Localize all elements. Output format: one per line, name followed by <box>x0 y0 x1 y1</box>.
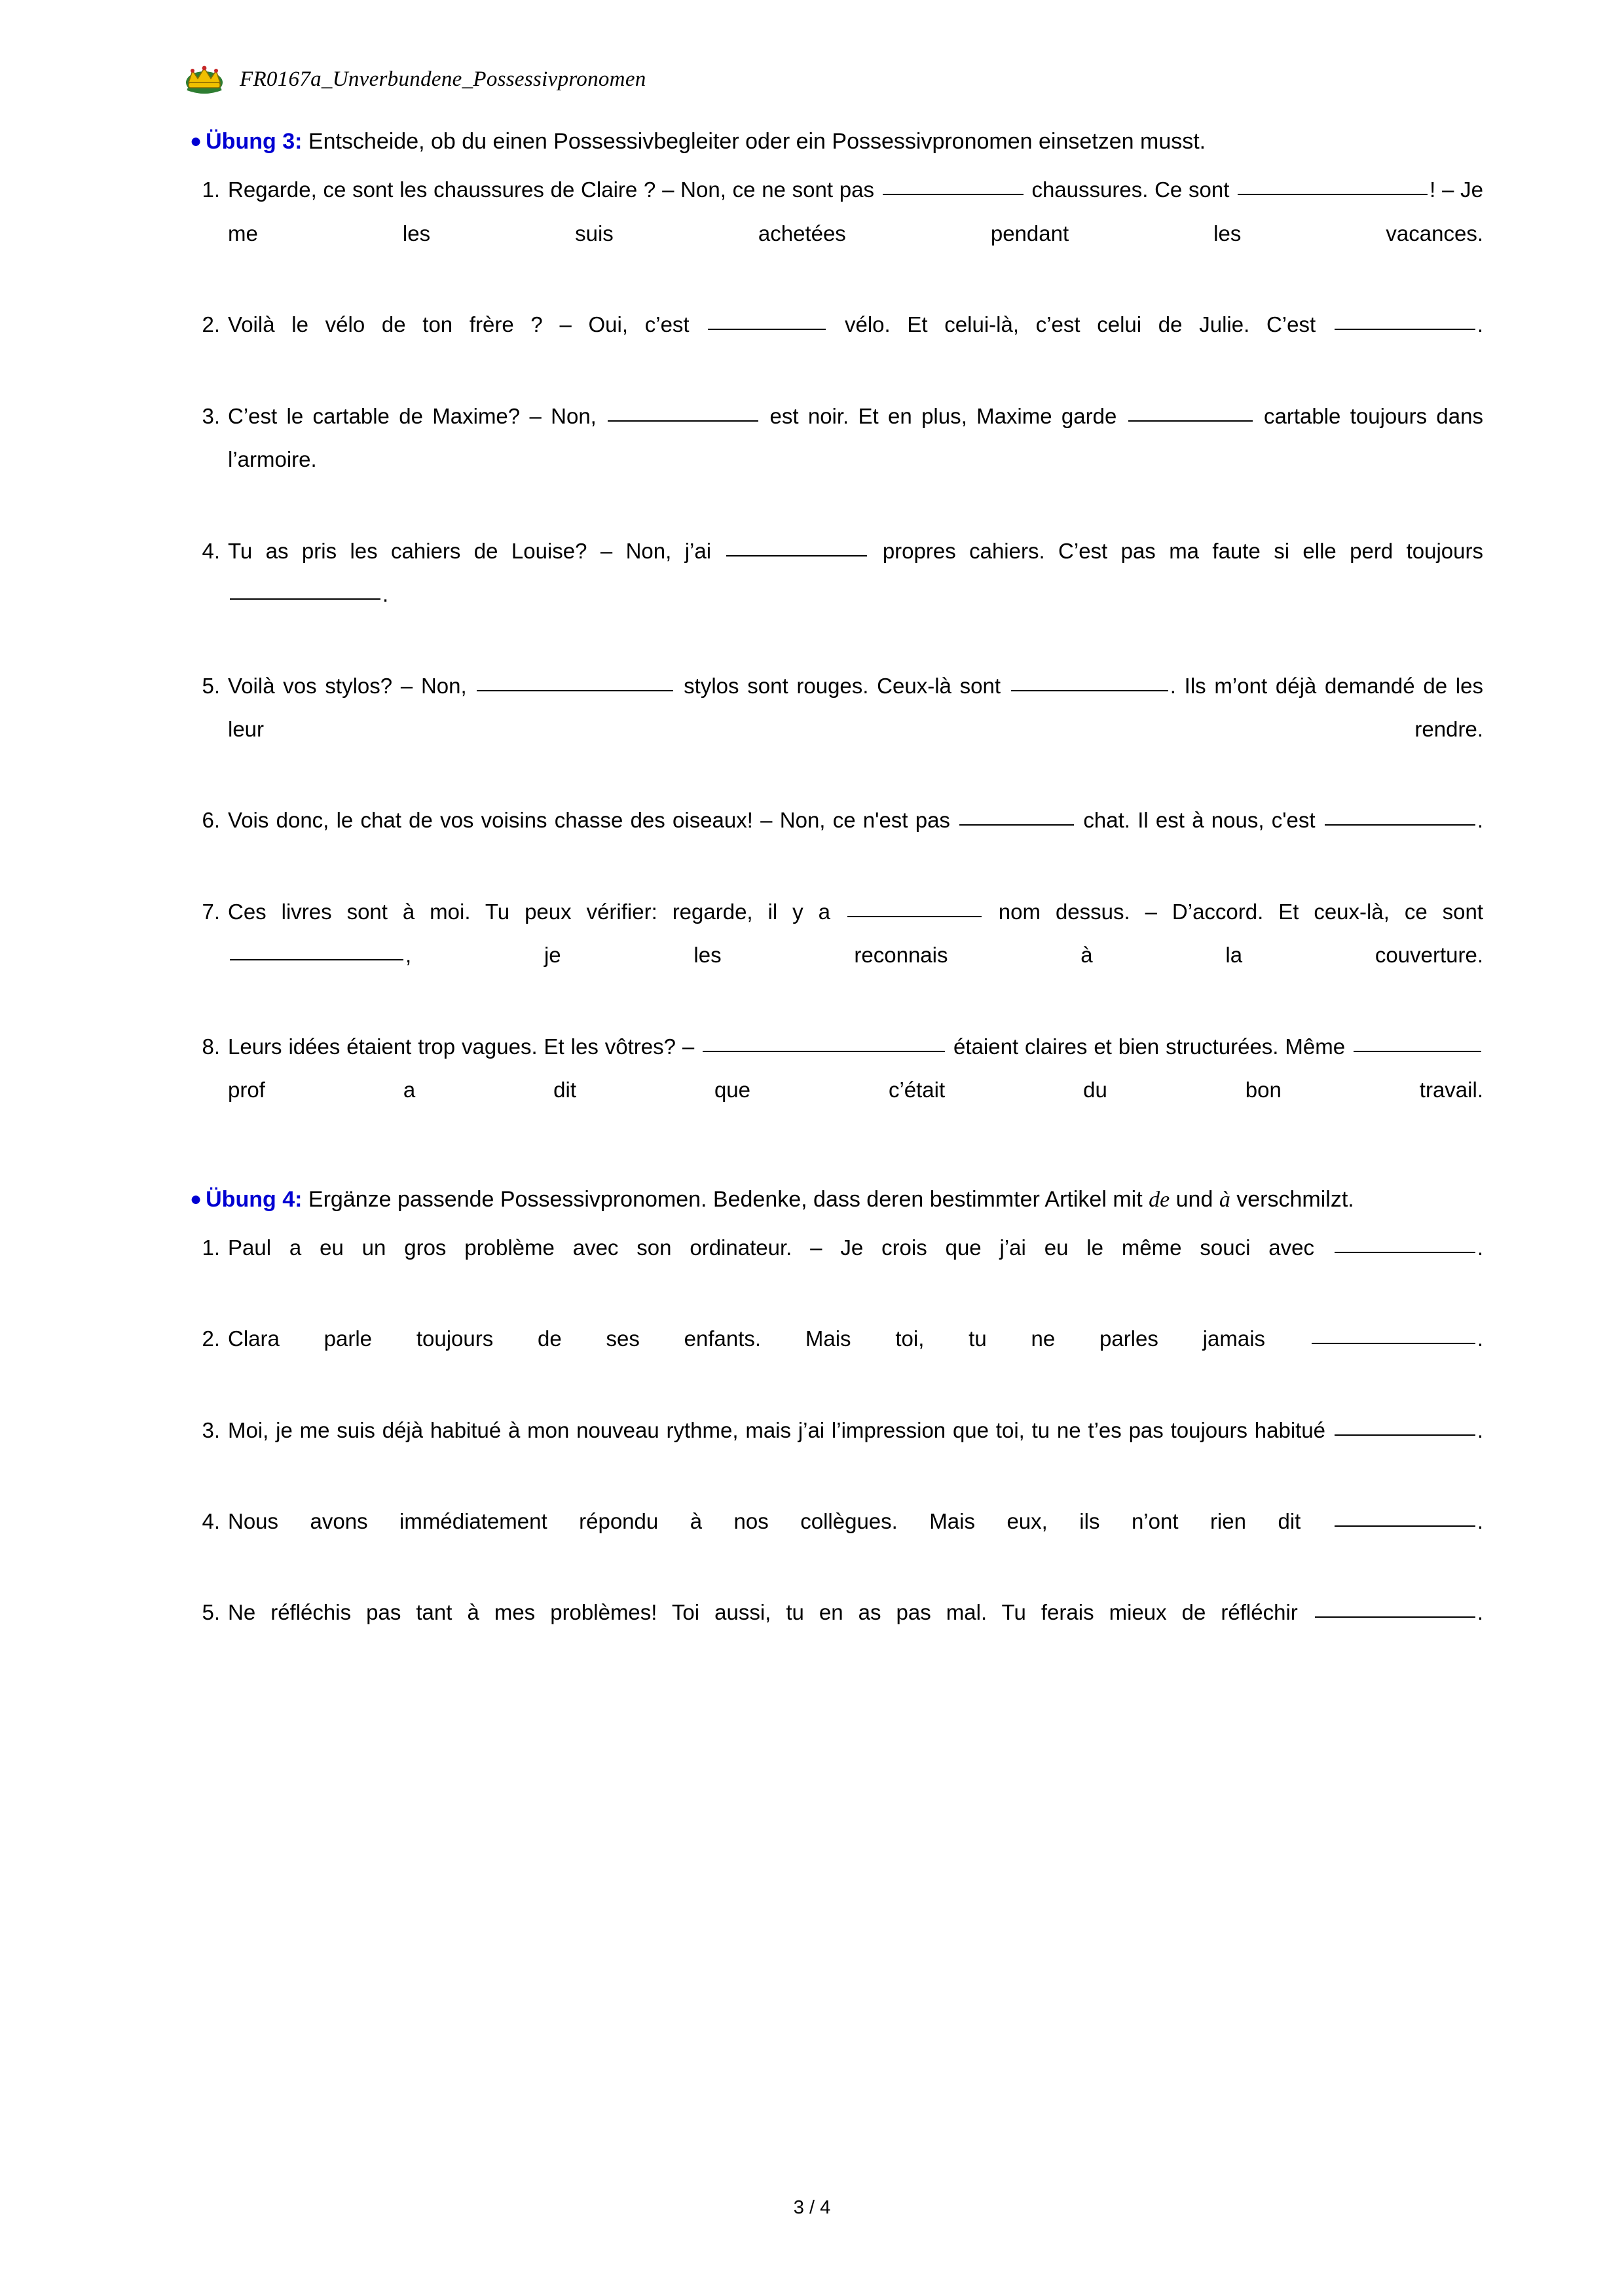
sentence-fragment: stylos sont rouges. Ceux-là sont <box>675 673 1009 698</box>
sentence-fragment: Ces livres sont à moi. Tu peux vérifier: regarde, il y a <box>228 899 845 924</box>
exercise-4-item-list <box>190 1226 1483 1679</box>
exercise-4-label: Übung 4: <box>206 1186 303 1212</box>
sentence-fragment: . <box>1477 1508 1483 1533</box>
sentence-fragment: . <box>1477 808 1483 833</box>
answer-blank[interactable] <box>608 401 758 422</box>
sentence-fragment: étaient claires et bien structurées. Même <box>947 1034 1352 1059</box>
document-header <box>183 63 1483 96</box>
exercise-3-instruction: Entscheide, ob du einen Possessivbegleiter oder ein Possessivpronomen einsetzen musst. <box>308 129 1206 154</box>
list-item <box>190 395 1483 526</box>
list-item <box>190 1226 1483 1313</box>
list-item-text <box>228 312 1483 380</box>
answer-blank[interactable] <box>1335 1232 1475 1253</box>
crown-logo-icon <box>183 63 225 96</box>
exercise-4-heading <box>190 1184 1483 1216</box>
list-item-text <box>228 1418 1483 1486</box>
sentence-fragment: ! – Je me les suis achetées pendant les vacances. <box>228 177 1483 246</box>
list-item-text <box>228 539 1483 650</box>
answer-blank[interactable] <box>1354 1031 1481 1052</box>
list-item <box>190 890 1483 1021</box>
sentence-fragment: nom dessus. – D’accord. Et ceux-là, ce sont <box>983 899 1483 924</box>
sentence-fragment: . <box>1477 312 1484 337</box>
sentence-fragment: . <box>1477 1235 1483 1260</box>
sentence-fragment: propres cahiers. C’est pas ma faute si elle perd toujours <box>869 538 1483 563</box>
list-item-number: 5. <box>202 1600 220 1625</box>
sentence-fragment: . <box>1477 1326 1483 1351</box>
answer-blank[interactable] <box>1325 805 1475 826</box>
answer-blank[interactable] <box>726 536 867 556</box>
sentence-fragment: . <box>1477 1600 1483 1625</box>
answer-blank[interactable] <box>708 309 826 330</box>
sentence-fragment: Paul a eu un gros problème avec son ordinateur. – Je crois que j’ai eu le même souci avec <box>228 1235 1333 1260</box>
list-item-number: 7. <box>202 899 220 924</box>
sentence-fragment: Ne réfléchis pas tant à mes problèmes! Toi aussi, tu en as pas mal. Tu ferais mieux de réfléchir <box>228 1600 1313 1625</box>
list-item-text <box>228 1509 1483 1577</box>
answer-blank[interactable] <box>1335 309 1475 330</box>
sentence-fragment: Clara parle toujours de ses enfants. Mais toi, tu ne parles jamais <box>228 1326 1310 1351</box>
list-item <box>190 530 1483 661</box>
sentence-fragment: chat. Il est à nous, c'est <box>1076 808 1323 833</box>
exercise-3-label: Übung 3: <box>206 129 303 154</box>
list-item-text <box>228 808 1483 876</box>
list-item-number: 4. <box>202 538 220 563</box>
page-footer <box>0 2197 1624 2219</box>
sentence-fragment: est noir. Et en plus, Maxime garde <box>760 403 1126 428</box>
list-item-number: 2. <box>202 312 220 337</box>
list-item <box>190 1500 1483 1587</box>
answer-blank[interactable] <box>959 805 1074 826</box>
list-item-text <box>228 1235 1483 1303</box>
answer-blank[interactable] <box>1128 401 1253 422</box>
list-item-number: 3. <box>202 1417 220 1442</box>
sentence-fragment: Tu as pris les cahiers de Louise? – Non, j’ai <box>228 538 725 563</box>
answer-blank[interactable] <box>1011 670 1168 691</box>
answer-blank[interactable] <box>1315 1597 1475 1618</box>
sentence-fragment: , je les reconnais à la couverture. <box>405 943 1483 968</box>
page-number: 3 / 4 <box>793 2197 831 2218</box>
exercise-3-item-list <box>190 168 1483 1156</box>
list-item <box>190 1025 1483 1156</box>
sentence-fragment: chaussures. Ce sont <box>1025 177 1236 202</box>
sentence-fragment: Nous avons immédiatement répondu à nos collègues. Mais eux, ils n’ont rien dit <box>228 1508 1333 1533</box>
exercise-4-instruction-de: de <box>1149 1187 1170 1212</box>
exercise-4-instruction-part2: und <box>1170 1186 1219 1212</box>
sentence-fragment: Moi, je me suis déjà habitué à mon nouveau rythme, mais j’ai l’impression que toi, tu ne t’es pas toujours habitué <box>228 1417 1333 1442</box>
list-item-text <box>228 404 1483 515</box>
list-item-number: 5. <box>202 673 220 698</box>
list-item <box>190 1591 1483 1678</box>
list-item-text <box>228 1600 1483 1668</box>
list-item-text <box>228 1034 1483 1146</box>
exercise-3-heading <box>190 126 1483 158</box>
list-item-number: 3. <box>202 403 220 428</box>
answer-blank[interactable] <box>230 939 403 960</box>
list-item-text <box>228 900 1483 1011</box>
sentence-fragment: Vois donc, le chat de vos voisins chasse des oiseaux! – Non, ce n'est pas <box>228 808 958 833</box>
sentence-fragment: Regarde, ce sont les chaussures de Claire ? – Non, ce ne sont pas <box>228 177 881 202</box>
list-item-text <box>228 1326 1483 1394</box>
answer-blank[interactable] <box>703 1031 945 1052</box>
answer-blank[interactable] <box>847 896 982 917</box>
answer-blank[interactable] <box>1335 1506 1475 1527</box>
list-item-text <box>228 177 1483 289</box>
answer-blank[interactable] <box>1312 1323 1475 1344</box>
sentence-fragment: cartable toujours dans l’armoire. <box>228 403 1483 472</box>
answer-blank[interactable] <box>1335 1415 1475 1436</box>
bullet-icon: ● <box>190 130 202 152</box>
exercise-4-instruction-part1: Ergänze passende Possessivpronomen. Bedenke, dass deren bestimmter Artikel mit <box>308 1186 1149 1212</box>
sentence-fragment: . <box>382 582 389 607</box>
answer-blank[interactable] <box>1238 174 1428 195</box>
sentence-fragment: C’est le cartable de Maxime? – Non, <box>228 403 606 428</box>
list-item-number: 1. <box>202 177 220 202</box>
exercise-4-instruction-part3: verschmilzt. <box>1230 1186 1354 1212</box>
list-item-number: 8. <box>202 1034 220 1059</box>
answer-blank[interactable] <box>883 174 1024 195</box>
sentence-fragment: . <box>1477 1417 1483 1442</box>
answer-blank[interactable] <box>230 579 380 600</box>
sentence-fragment: Leurs idées étaient trop vagues. Et les vôtres? – <box>228 1034 701 1059</box>
bullet-icon: ● <box>190 1188 202 1210</box>
list-item <box>190 799 1483 886</box>
sentence-fragment: prof a dit que c’était du bon travail. <box>228 1078 1483 1102</box>
list-item <box>190 168 1483 299</box>
list-item-number: 6. <box>202 808 220 833</box>
list-item-number: 1. <box>202 1235 220 1260</box>
sentence-fragment: . Ils m’ont déjà demandé de les leur rendre. <box>228 673 1483 742</box>
exercise-4-instruction-a: à <box>1219 1187 1230 1212</box>
sentence-fragment: Voilà vos stylos? – Non, <box>228 673 475 698</box>
list-item-text <box>228 674 1483 785</box>
answer-blank[interactable] <box>477 670 673 691</box>
list-item <box>190 1317 1483 1404</box>
list-item <box>190 303 1483 390</box>
list-item <box>190 1409 1483 1496</box>
list-item-number: 2. <box>202 1326 220 1351</box>
sentence-fragment: vélo. Et celui-là, c’est celui de Julie. C’est <box>828 312 1333 337</box>
document-title: FR0167a_Unverbundene_Possessivpronomen <box>240 67 646 91</box>
list-item-number: 4. <box>202 1508 220 1533</box>
sentence-fragment: Voilà le vélo de ton frère ? – Oui, c’est <box>228 312 707 337</box>
list-item <box>190 665 1483 795</box>
